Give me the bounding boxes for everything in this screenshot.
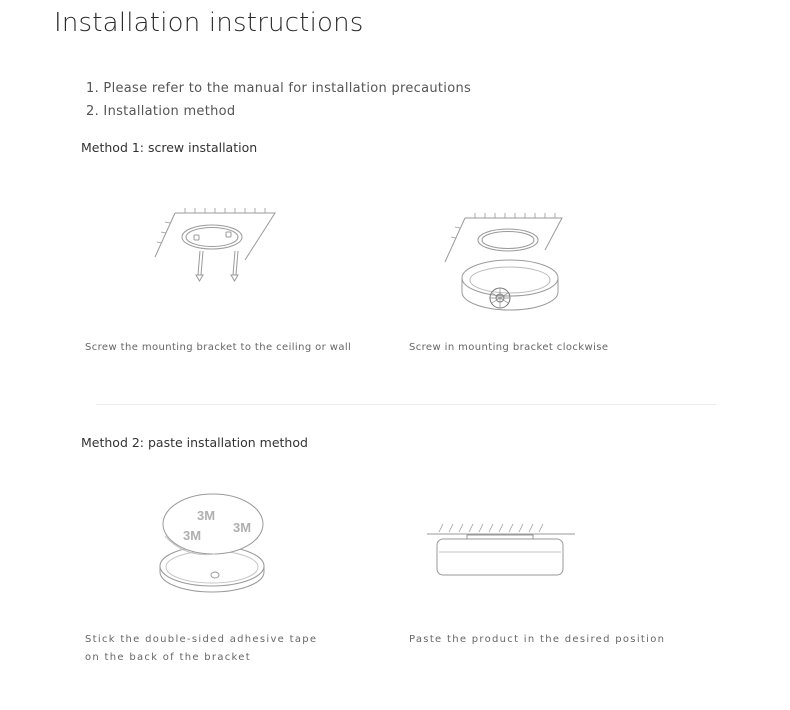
figure-caption: Screw the mounting bracket to the ceiling or wall <box>85 342 352 353</box>
figure-caption: Screw in mounting bracket clockwise <box>409 342 609 353</box>
step-item: 2. Installation method <box>86 104 236 119</box>
figure-caption <box>85 631 317 667</box>
device-twist-illustration <box>440 210 570 320</box>
tape-label: 3M <box>183 528 202 543</box>
tape-label: 3M <box>233 520 252 535</box>
page-title: Installation instructions <box>54 8 364 38</box>
caption-line: on the back of the bracket <box>85 652 251 663</box>
step-item: 1. Please refer to the manual for installation precautions <box>86 81 472 96</box>
method2-title: Method 2: paste installation method <box>81 435 308 450</box>
adhesive-tape-illustration <box>155 488 270 593</box>
bracket-screws-illustration <box>150 205 285 295</box>
method1-title: Method 1: screw installation <box>81 140 258 155</box>
steps-list <box>86 77 471 123</box>
caption-line: Stick the double-sided adhesive tape <box>85 634 318 645</box>
figure-caption: Paste the product in the desired position <box>409 634 666 645</box>
device-pasted-illustration <box>425 520 585 582</box>
tape-label: 3M <box>197 508 216 523</box>
section-divider <box>96 404 716 405</box>
